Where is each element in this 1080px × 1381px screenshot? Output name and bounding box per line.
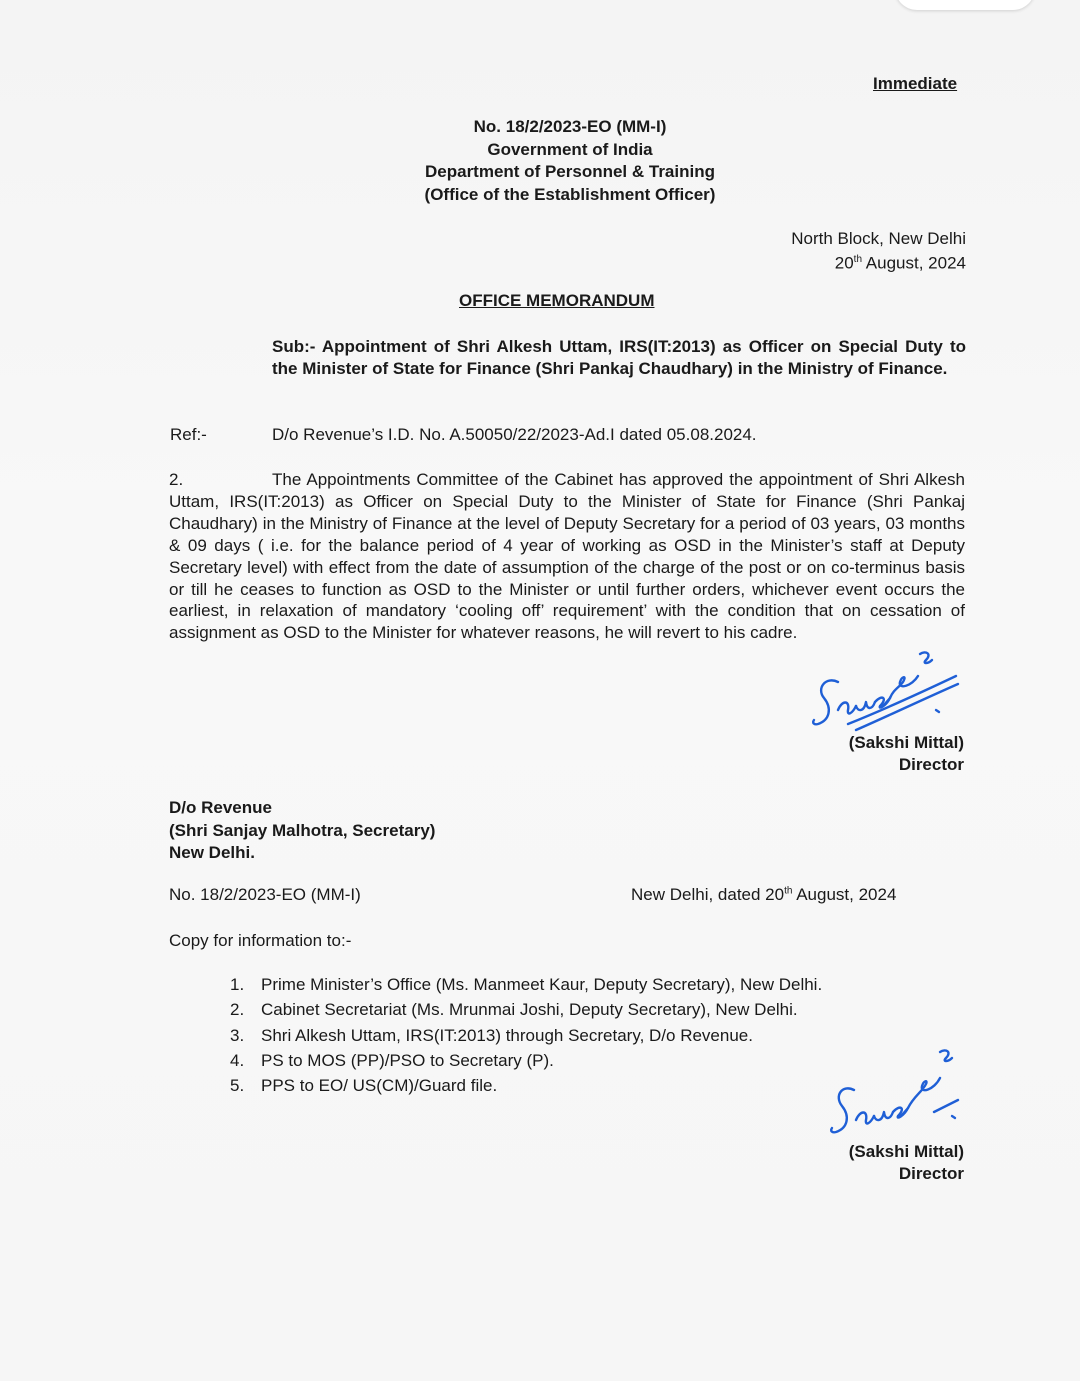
endorsement-date: New Delhi, dated 20th August, 2024 bbox=[631, 885, 897, 904]
office-name: (Office of the Establishment Officer) bbox=[424, 184, 716, 204]
addressee-block bbox=[169, 797, 435, 865]
priority-label: Immediate bbox=[873, 74, 958, 93]
paragraph-text: The Appointments Committee of the Cabinet has approved the appointment of Shri Alkesh Uttam, IRS(IT:2013) as Officer on Special Duty to the Minister of State for Finance (Shri Pankaj Chaudhary) in the Ministry of Finance at the level of Deputy Secretary for a period of 03 years, 03 months & 09 days ( i.e. for the balance period of 4 year of working as OSD in the Minister’s staff at Deputy Secretary level) with effect from the date of assumption of the charge of the post or on co-terminus basis or till he ceases to function as OSD to the Minister or until further orders, whichever event occurs the earliest, in relaxation of mandatory ‘cooling off’ requirement’ with the condition that on cessation of assignment as OSD to the Minister for whatever reasons, he will revert to his cadre. bbox=[169, 470, 965, 643]
addressee-line-2: (Shri Sanjay Malhotra, Secretary) bbox=[169, 820, 436, 840]
copy-label: Copy for information to:- bbox=[169, 931, 352, 950]
copy-list bbox=[230, 972, 822, 1098]
memo-title: OFFICE MEMORANDUM bbox=[459, 291, 655, 310]
list-item: 1. Prime Minister’s Office (Ms. Manmeet Kaur, Deputy Secretary), New Delhi. bbox=[230, 975, 823, 994]
addressee-line-3: New Delhi. bbox=[169, 843, 255, 862]
subject: Sub:- Appointment of Shri Alkesh Uttam, IRS(IT:2013) as Officer on Special Duty to the Minister of State for Finance (Shri Pankaj Chaudhary) in the Ministry of Finance. bbox=[272, 337, 966, 378]
addressee-line-1: D/o Revenue bbox=[169, 798, 272, 817]
signatory-designation: Director bbox=[898, 1164, 964, 1183]
list-item: 5. PPS to EO/ US(CM)/Guard file. bbox=[230, 1076, 498, 1096]
reference-text: D/o Revenue’s I.D. No. A.50050/22/2023-Ad.I dated 05.08.2024. bbox=[272, 425, 757, 444]
signatory-name: (Sakshi Mittal) bbox=[848, 1142, 964, 1161]
body-paragraph bbox=[169, 469, 965, 644]
endorsement-file-number: No. 18/2/2023-EO (MM-I) bbox=[169, 885, 361, 904]
signature-image bbox=[822, 1042, 972, 1142]
reference-label: Ref:- bbox=[170, 425, 207, 444]
letterhead bbox=[300, 116, 840, 206]
place-date-block bbox=[791, 228, 966, 274]
top-edge-tab bbox=[895, 0, 1035, 10]
signatory-block-1 bbox=[849, 732, 964, 776]
issue-date: 20th August, 2024 bbox=[834, 253, 966, 273]
government-name: Government of India bbox=[487, 139, 653, 159]
place: North Block, New Delhi bbox=[791, 229, 966, 248]
signatory-block-2 bbox=[849, 1141, 964, 1185]
paragraph-number: 2. bbox=[169, 470, 184, 489]
signatory-name: (Sakshi Mittal) bbox=[848, 733, 964, 752]
list-item: 4. PS to MOS (PP)/PSO to Secretary (P). bbox=[230, 1050, 554, 1070]
list-item: 2. Cabinet Secretariat (Ms. Mrunmai Joshi, Deputy Secretary), New Delhi. bbox=[230, 1000, 798, 1020]
department-name: Department of Personnel & Training bbox=[425, 162, 715, 181]
signatory-designation: Director bbox=[898, 755, 964, 774]
signature-image bbox=[808, 640, 968, 735]
file-number: No. 18/2/2023-EO (MM-I) bbox=[473, 117, 667, 136]
list-item: 3. Shri Alkesh Uttam, IRS(IT:2013) through Secretary, D/o Revenue. bbox=[230, 1025, 753, 1045]
